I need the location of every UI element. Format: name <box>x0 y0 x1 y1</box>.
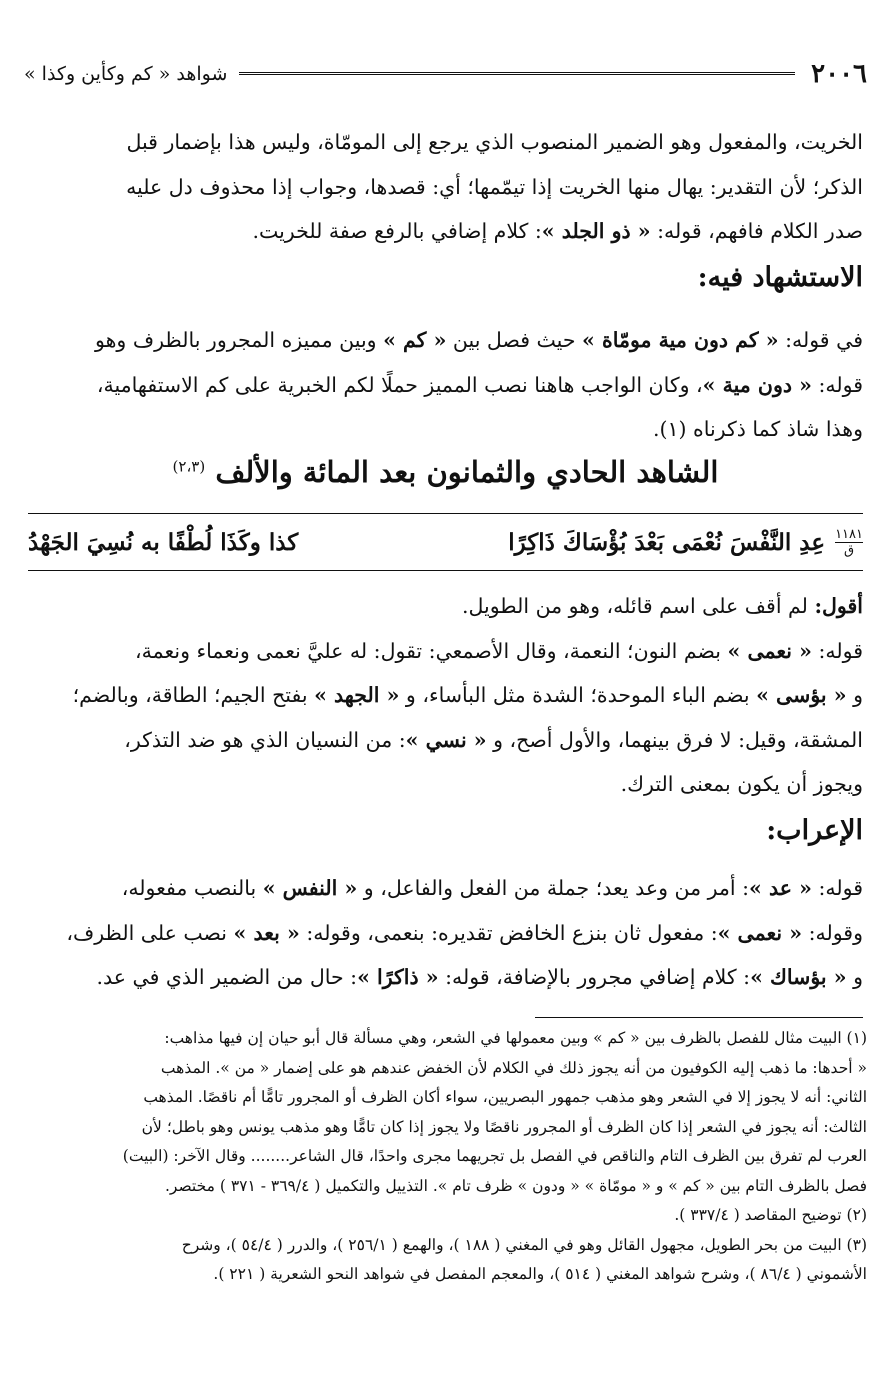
text-run: : أمر من وعد يعد؛ جملة من الفعل والفاعل، و <box>357 876 750 900</box>
sharh-line-2 <box>28 673 863 718</box>
quoted-term: « الجهد » <box>314 683 400 707</box>
aqul-line <box>28 584 863 629</box>
text-run: حيث فصل بين <box>446 328 583 352</box>
text-run: قوله: <box>811 638 863 663</box>
irab-line-1 <box>28 866 863 911</box>
page-header <box>24 56 867 92</box>
quoted-term: « نعمى » <box>727 638 812 663</box>
quoted-term: « ذاكرًا » <box>357 965 439 989</box>
quoted-term: « بعد » <box>233 920 300 945</box>
quoted-term: « كم دون مية مومّاة » <box>582 328 779 352</box>
verse-rule-bottom <box>28 570 863 571</box>
footnote-rule <box>535 1017 863 1018</box>
text-run: وقوله: <box>802 920 863 945</box>
verse-number-value: ١١٨١ <box>835 526 863 542</box>
text-run: نصب على الظرف، <box>66 920 234 945</box>
quoted-term: « بؤسى » <box>756 683 847 707</box>
text-run: بضم الباء الموحدة؛ الشدة مثل البأساء، و <box>399 683 757 707</box>
text-run: قوله: <box>811 372 863 397</box>
irab-section <box>28 815 863 846</box>
text-run: في قوله: <box>778 328 863 352</box>
entry-title <box>28 455 863 489</box>
sharh-line-1 <box>28 629 863 674</box>
footnote-1-line-4: الثالث: أنه يجوز في الشعر إذا كان الظرف أو المجرور ناقصًا ولا يجوز إذا كان تامًّا وهو مذهب يونس وهو باطل؛ لأن <box>141 1117 867 1136</box>
footnote-1-line-5: العرب لم تفرق بين الظرف التام والناقص في الفصل بل تجريهما مجرى واحدًا، قال الشاعر........ وقال الآخر: (البيت) <box>122 1147 867 1165</box>
verse-line <box>28 516 863 568</box>
istishhad-section <box>28 262 863 293</box>
quoted-term: « دون مية » <box>702 372 812 397</box>
verse-rule-top <box>28 513 863 514</box>
quoted-term: « ذو الجلد » <box>541 219 651 243</box>
verse-number <box>835 527 863 558</box>
text-run: بفتح الجيم؛ الطاقة، وبالضم؛ <box>72 683 315 707</box>
commentary-paragraph <box>28 584 863 807</box>
text-run: ، وكان الواجب هاهنا نصب المميز حملًا لكم الخبرية على كم الاستفهامية، <box>96 372 703 397</box>
aqul-label: أقول: <box>814 594 863 618</box>
page-number: ٢٠٠٦ <box>811 59 867 89</box>
irab-paragraph <box>28 866 863 1000</box>
entry-title-text: الشاهد الحادي والثمانون بعد المائة والألف <box>215 455 719 489</box>
text-run: قوله: <box>811 876 863 900</box>
text-run: و <box>846 965 863 989</box>
footnote-2: (٢) توضيح المقاصد ( ٣٣٧/٤ ). <box>674 1206 867 1224</box>
istishhad-line-3: وهذا شاذ كما ذكرناه (١). <box>652 417 863 441</box>
sharh-line-4: ويجوز أن يكون بمعنى الترك. <box>620 772 863 796</box>
text-run: : من النسيان الذي هو ضد التذكر، <box>124 727 406 752</box>
text-run: : حال من الضمير الذي في عد. <box>96 965 358 989</box>
section-heading-istishhad: الاستشهاد فيه: <box>697 262 863 293</box>
intro-paragraph <box>28 120 863 254</box>
text-run: : كلام إضافي بالرفع صفة للخريت. <box>252 219 542 243</box>
text-run: بالنصب مفعوله، <box>121 876 263 900</box>
footnotes <box>24 1024 867 1290</box>
hemistich-2: كذا وكَذَا لُطْفًا به نُسِيَ الجَهْدُ <box>28 528 299 556</box>
istishhad-paragraph <box>28 318 863 452</box>
verse-mark: ق <box>843 542 855 558</box>
text-run: وبين مميزه المجرور بالظرف وهو <box>95 328 384 352</box>
quoted-term: « نعمى » <box>717 920 803 945</box>
text-run: و <box>846 683 863 707</box>
footnote-1-line-1: (١) البيت مثال للفصل بالظرف بين « كم » وبين معمولها في الشعر، وهي مسألة قال أبو حيان إن فيها مذاهب: <box>164 1029 867 1047</box>
footnote-1-line-6: فصل بالظرف التام بين « كم » و « مومّاة » « ودون » ظرف تام ». التذييل والتكميل ( ٣٦٩/٤ - ٣٧١ ) مختصر. <box>165 1176 867 1195</box>
intro-line-2: الذكر؛ لأن التقدير: يهال منها الخريت إذا تيمّمها؛ أي: قصدها، وجواب إذا محذوف دل عليه <box>126 174 863 199</box>
sharh-line-3 <box>28 718 863 763</box>
istishhad-line-1 <box>28 318 863 363</box>
text-run: : كلام إضافي مجرور بالإضافة، قوله: <box>438 965 751 989</box>
footnote-1-line-3: الثاني: أنه لا يجوز إلا في الشعر وهو مذهب جمهور البصريين، سواء أكان الظرف أو المجرور تامًّا أم ناقصًا. المذهب <box>143 1088 867 1106</box>
footnote-1-line-2: « أحدها: ما ذهب إليه الكوفيون من أنه يجوز ذلك في الكلام لأن الخفض عندهم هو على إضمار « من ». المذهب <box>160 1058 867 1077</box>
text-run: : مفعول ثان بنزع الخافض تقديره: بنعمى، وقوله: <box>299 920 718 945</box>
text-run: صدر الكلام فافهم، قوله: <box>650 219 863 243</box>
footnote-3-line-1: (٣) البيت من بحر الطويل، مجهول القائل وهو في المغني ( ١٨٨ )، والهمع ( ٢٥٦/١ )، والدرر ( ٥٤/٤ )، وشرح <box>181 1235 867 1254</box>
footnote-refs: (٢،٣) <box>172 457 206 476</box>
quoted-term: « النفس » <box>262 876 358 900</box>
section-heading-irab: الإعراب: <box>766 815 863 846</box>
quoted-term: « بؤساك » <box>750 965 847 989</box>
istishhad-line-2 <box>28 363 863 408</box>
irab-line-2 <box>28 911 863 956</box>
intro-line-3 <box>28 209 863 254</box>
quoted-term: « عد » <box>749 876 812 900</box>
footnote-3-line-2: الأشموني ( ٨٦/٤ )، وشرح شواهد المغني ( ٥١٤ )، والمعجم المفصل في شواهد النحو الشعرية ( ٢٢١ ). <box>213 1265 867 1283</box>
text-run: المشقة، وقيل: لا فرق بينهما، والأول أصح، و <box>486 727 863 752</box>
hemistich-1: عِدِ النَّفْسَ نُعْمَى بَعْدَ بُؤْسَاكَ ذَاكِرًا <box>508 528 826 556</box>
verse-first-half <box>508 527 863 558</box>
intro-line-1: الخريت، والمفعول وهو الضمير المنصوب الذي يرجع إلى المومّاة، وليس هذا بإضمار قبل <box>126 130 863 154</box>
quoted-term: « كم » <box>383 328 447 352</box>
quoted-term: « نسي » <box>405 727 487 752</box>
running-title: شواهد « كم وكأين وكذا » <box>24 63 228 85</box>
text-run: بضم النون؛ النعمة، وقال الأصمعي: تقول: له عليَّ نعمى ونعماء ونعمة، <box>135 638 728 663</box>
header-rule <box>239 72 795 77</box>
text-run: لم أقف على اسم قائله، وهو من الطويل. <box>461 594 815 618</box>
irab-line-3 <box>28 955 863 1000</box>
